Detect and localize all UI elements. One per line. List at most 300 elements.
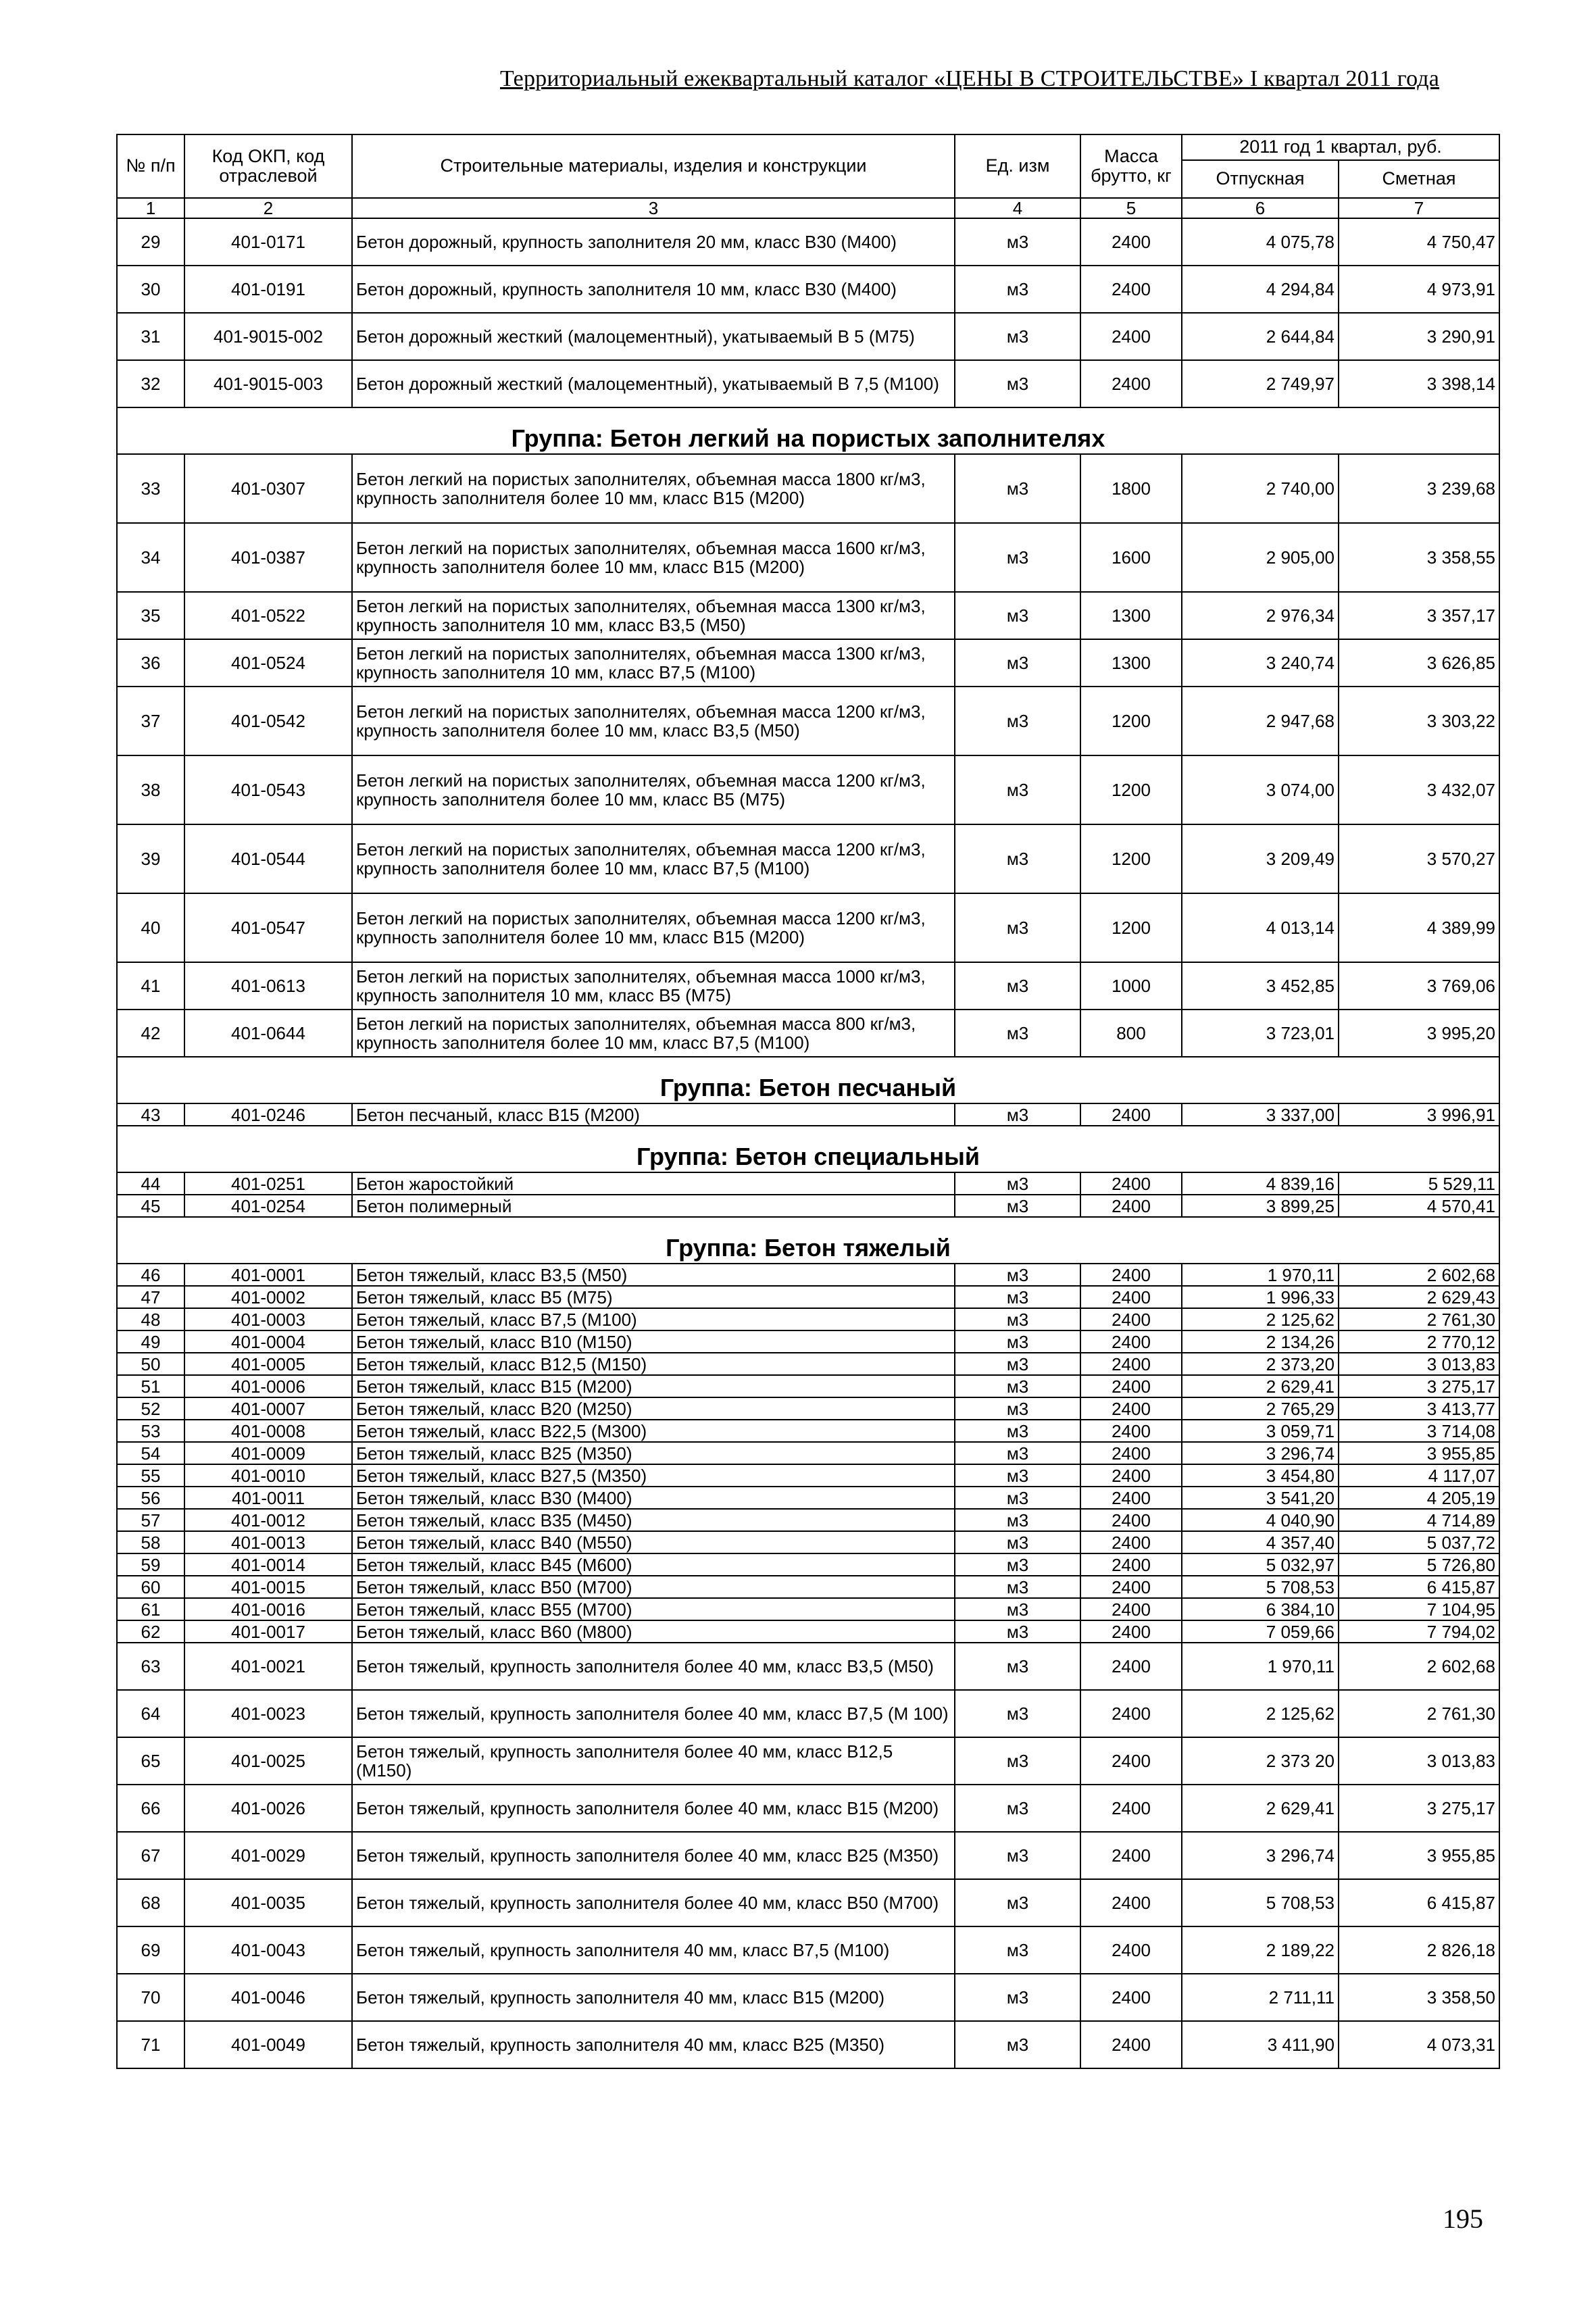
table-row [117,454,1499,523]
table-row [117,1286,1499,1308]
row-number-cell: 32 [117,360,184,407]
group-row [117,1217,1499,1264]
col-header-code: Код ОКП, код отраслевой [184,134,352,198]
row-number-cell: 55 [117,1464,184,1487]
okp-code-cell: 401-0001 [184,1264,352,1286]
mass-cell: 1200 [1080,824,1182,893]
release-price-cell: 3 723,01 [1182,1010,1339,1057]
material-name-cell: Бетон тяжелый, класс В3,5 (М50) [352,1264,955,1286]
okp-code-cell: 401-0007 [184,1397,352,1420]
estimate-price-cell: 7 794,02 [1339,1620,1499,1643]
column-number: 5 [1080,198,1182,218]
row-number-cell: 51 [117,1375,184,1397]
estimate-price-cell: 4 389,99 [1339,893,1499,962]
table-row [117,1643,1499,1690]
estimate-price-cell: 2 761,30 [1339,1690,1499,1737]
table-row [117,2021,1499,2068]
table-row [117,1926,1499,1974]
row-number-cell: 31 [117,313,184,360]
column-number-row [117,198,1499,218]
group-title: Группа: Бетон песчаный [117,1057,1499,1103]
estimate-price-cell: 7 104,95 [1339,1598,1499,1620]
material-name-cell: Бетон дорожный, крупность заполнителя 10 мм, класс В30 (М400) [352,266,955,313]
okp-code-cell: 401-0006 [184,1375,352,1397]
table-row [117,1464,1499,1487]
release-price-cell: 2 629,41 [1182,1785,1339,1832]
table-row [117,1598,1499,1620]
row-number-cell: 38 [117,755,184,824]
material-name-cell: Бетон жаростойкий [352,1172,955,1195]
row-number-cell: 44 [117,1172,184,1195]
okp-code-cell: 401-0644 [184,1010,352,1057]
material-name-cell: Бетон легкий на пористых заполнителях, объемная масса 800 кг/м3, крупность заполнителя более 10 мм, класс В7,5 (М100) [352,1010,955,1057]
release-price-cell: 3 296,74 [1182,1442,1339,1464]
row-number-cell: 62 [117,1620,184,1643]
row-number-cell: 65 [117,1737,184,1785]
page-number: 195 [1443,2204,1483,2234]
unit-cell: м3 [955,1487,1080,1509]
row-number-cell: 69 [117,1926,184,1974]
col-header-name: Строительные материалы, изделия и конструкции [352,134,955,198]
estimate-price-cell: 4 750,47 [1339,218,1499,266]
okp-code-cell: 401-0046 [184,1974,352,2021]
okp-code-cell: 401-0542 [184,687,352,755]
estimate-price-cell: 5 726,80 [1339,1553,1499,1576]
release-price-cell: 2 373,20 [1182,1353,1339,1375]
okp-code-cell: 401-0014 [184,1553,352,1576]
mass-cell: 2400 [1080,1464,1182,1487]
row-number-cell: 60 [117,1576,184,1598]
release-price-cell: 2 644,84 [1182,313,1339,360]
estimate-price-cell: 3 955,85 [1339,1442,1499,1464]
mass-cell: 2400 [1080,1620,1182,1643]
release-price-cell: 2 711,11 [1182,1974,1339,2021]
mass-cell: 2400 [1080,1832,1182,1879]
mass-cell: 2400 [1080,266,1182,313]
mass-cell: 2400 [1080,1375,1182,1397]
estimate-price-cell: 3 398,14 [1339,360,1499,407]
mass-cell: 2400 [1080,1509,1182,1531]
unit-cell: м3 [955,218,1080,266]
estimate-price-cell: 5 529,11 [1339,1172,1499,1195]
mass-cell: 2400 [1080,1442,1182,1464]
table-row [117,1420,1499,1442]
mass-cell: 2400 [1080,1576,1182,1598]
okp-code-cell: 401-0011 [184,1487,352,1509]
estimate-price-cell: 3 239,68 [1339,454,1499,523]
unit-cell: м3 [955,1420,1080,1442]
row-number-cell: 71 [117,2021,184,2068]
estimate-price-cell: 3 358,55 [1339,523,1499,592]
table-row [117,1509,1499,1531]
page-header: Территориальный ежеквартальный каталог «ЦЕНЫ В СТРОИТЕЛЬСТВЕ» I квартал 2011 года [500,66,1440,91]
mass-cell: 2400 [1080,1397,1182,1420]
release-price-cell: 4 075,78 [1182,218,1339,266]
okp-code-cell: 401-0171 [184,218,352,266]
row-number-cell: 37 [117,687,184,755]
row-number-cell: 40 [117,893,184,962]
okp-code-cell: 401-0307 [184,454,352,523]
release-price-cell: 3 411,90 [1182,2021,1339,2068]
table-row [117,592,1499,639]
material-name-cell: Бетон тяжелый, класс В27,5 (М350) [352,1464,955,1487]
mass-cell: 1200 [1080,893,1182,962]
estimate-price-cell: 6 415,87 [1339,1576,1499,1598]
okp-code-cell: 401-0043 [184,1926,352,1974]
price-catalog-table [116,134,1500,2069]
material-name-cell: Бетон тяжелый, класс В50 (М700) [352,1576,955,1598]
table-row [117,893,1499,962]
estimate-price-cell: 2 761,30 [1339,1308,1499,1330]
material-name-cell: Бетон легкий на пористых заполнителях, объемная масса 1300 кг/м3, крупность заполнителя 10 мм, класс В7,5 (М100) [352,639,955,687]
col-header-unit: Ед. изм [955,134,1080,198]
mass-cell: 2400 [1080,1926,1182,1974]
okp-code-cell: 401-0003 [184,1308,352,1330]
material-name-cell: Бетон дорожный жесткий (малоцементный), укатываемый В 5 (М75) [352,313,955,360]
estimate-price-cell: 4 205,19 [1339,1487,1499,1509]
unit-cell: м3 [955,1553,1080,1576]
mass-cell: 2400 [1080,1172,1182,1195]
release-price-cell: 5 032,97 [1182,1553,1339,1576]
material-name-cell: Бетон тяжелый, класс В45 (М600) [352,1553,955,1576]
material-name-cell: Бетон дорожный, крупность заполнителя 20 мм, класс В30 (М400) [352,218,955,266]
release-price-cell: 3 899,25 [1182,1195,1339,1217]
table-row [117,1487,1499,1509]
row-number-cell: 39 [117,824,184,893]
material-name-cell: Бетон тяжелый, класс В40 (М550) [352,1531,955,1553]
table-row [117,1553,1499,1576]
okp-code-cell: 401-9015-003 [184,360,352,407]
row-number-cell: 68 [117,1879,184,1926]
okp-code-cell: 401-0009 [184,1442,352,1464]
estimate-price-cell: 3 432,07 [1339,755,1499,824]
unit-cell: м3 [955,2021,1080,2068]
okp-code-cell: 401-0010 [184,1464,352,1487]
table-row [117,1531,1499,1553]
material-name-cell: Бетон дорожный жесткий (малоцементный), укатываемый В 7,5 (М100) [352,360,955,407]
estimate-price-cell: 2 602,68 [1339,1643,1499,1690]
table-row [117,1010,1499,1057]
mass-cell: 2400 [1080,1308,1182,1330]
table-row [117,1397,1499,1420]
release-price-cell: 4 294,84 [1182,266,1339,313]
unit-cell: м3 [955,1397,1080,1420]
estimate-price-cell: 3 570,27 [1339,824,1499,893]
table-row [117,1737,1499,1785]
unit-cell: м3 [955,1690,1080,1737]
release-price-cell: 3 209,49 [1182,824,1339,893]
row-number-cell: 41 [117,962,184,1010]
material-name-cell: Бетон легкий на пористых заполнителях, объемная масса 1000 кг/м3, крупность заполнителя 10 мм, класс В5 (М75) [352,962,955,1010]
release-price-cell: 3 240,74 [1182,639,1339,687]
estimate-price-cell: 3 995,20 [1339,1010,1499,1057]
mass-cell: 1800 [1080,454,1182,523]
mass-cell: 2400 [1080,1785,1182,1832]
material-name-cell: Бетон легкий на пористых заполнителях, объемная масса 1200 кг/м3, крупность заполнителя более 10 мм, класс В3,5 (М50) [352,687,955,755]
release-price-cell: 1 970,11 [1182,1264,1339,1286]
material-name-cell: Бетон тяжелый, крупность заполнителя более 40 мм, класс В3,5 (М50) [352,1643,955,1690]
material-name-cell: Бетон тяжелый, крупность заполнителя более 40 мм, класс В12,5 (М150) [352,1737,955,1785]
row-number-cell: 50 [117,1353,184,1375]
okp-code-cell: 401-0544 [184,824,352,893]
okp-code-cell: 401-0543 [184,755,352,824]
group-title: Группа: Бетон легкий на пористых заполнителях [117,407,1499,454]
table-row [117,687,1499,755]
estimate-price-cell: 3 357,17 [1339,592,1499,639]
row-number-cell: 29 [117,218,184,266]
unit-cell: м3 [955,1620,1080,1643]
unit-cell: м3 [955,1172,1080,1195]
okp-code-cell: 401-0026 [184,1785,352,1832]
mass-cell: 2400 [1080,1974,1182,2021]
unit-cell: м3 [955,1832,1080,1879]
row-number-cell: 34 [117,523,184,592]
column-number: 7 [1339,198,1499,218]
estimate-price-cell: 3 996,91 [1339,1103,1499,1126]
release-price-cell: 3 452,85 [1182,962,1339,1010]
material-name-cell: Бетон легкий на пористых заполнителях, объемная масса 1600 кг/м3, крупность заполнителя более 10 мм, класс В15 (М200) [352,523,955,592]
mass-cell: 2400 [1080,1195,1182,1217]
table-row [117,1974,1499,2021]
row-number-cell: 30 [117,266,184,313]
table-row [117,1330,1499,1353]
material-name-cell: Бетон тяжелый, класс В7,5 (М100) [352,1308,955,1330]
unit-cell: м3 [955,1576,1080,1598]
estimate-price-cell: 3 358,50 [1339,1974,1499,2021]
table-row [117,1172,1499,1195]
table-row [117,1785,1499,1832]
release-price-cell: 2 749,97 [1182,360,1339,407]
unit-cell: м3 [955,755,1080,824]
material-name-cell: Бетон песчаный, класс В15 (М200) [352,1103,955,1126]
row-number-cell: 42 [117,1010,184,1057]
material-name-cell: Бетон тяжелый, крупность заполнителя более 40 мм, класс В15 (М200) [352,1785,955,1832]
estimate-price-cell: 4 117,07 [1339,1464,1499,1487]
estimate-price-cell: 3 013,83 [1339,1353,1499,1375]
unit-cell: м3 [955,893,1080,962]
okp-code-cell: 401-0017 [184,1620,352,1643]
mass-cell: 2400 [1080,1353,1182,1375]
row-number-cell: 57 [117,1509,184,1531]
col-header-estimate-price: Сметная [1339,160,1499,198]
row-number-cell: 36 [117,639,184,687]
unit-cell: м3 [955,1353,1080,1375]
table-row [117,1690,1499,1737]
row-number-cell: 63 [117,1643,184,1690]
estimate-price-cell: 4 570,41 [1339,1195,1499,1217]
mass-cell: 2400 [1080,1531,1182,1553]
material-name-cell: Бетон легкий на пористых заполнителях, объемная масса 1200 кг/м3, крупность заполнителя более 10 мм, класс В5 (М75) [352,755,955,824]
unit-cell: м3 [955,1879,1080,1926]
okp-code-cell: 401-0387 [184,523,352,592]
estimate-price-cell: 3 769,06 [1339,962,1499,1010]
group-title: Группа: Бетон тяжелый [117,1217,1499,1264]
group-row [117,1126,1499,1172]
estimate-price-cell: 3 955,85 [1339,1832,1499,1879]
row-number-cell: 67 [117,1832,184,1879]
estimate-price-cell: 2 770,12 [1339,1330,1499,1353]
table-row [117,218,1499,266]
column-number: 3 [352,198,955,218]
release-price-cell: 3 337,00 [1182,1103,1339,1126]
col-header-num: № п/п [117,134,184,198]
material-name-cell: Бетон тяжелый, класс В5 (М75) [352,1286,955,1308]
release-price-cell: 2 905,00 [1182,523,1339,592]
estimate-price-cell: 5 037,72 [1339,1531,1499,1553]
estimate-price-cell: 6 415,87 [1339,1879,1499,1926]
unit-cell: м3 [955,1308,1080,1330]
okp-code-cell: 401-0008 [184,1420,352,1442]
table-row [117,523,1499,592]
unit-cell: м3 [955,523,1080,592]
material-name-cell: Бетон тяжелый, класс В22,5 (М300) [352,1420,955,1442]
group-row [117,1057,1499,1103]
release-price-cell: 5 708,53 [1182,1576,1339,1598]
mass-cell: 1600 [1080,523,1182,592]
okp-code-cell: 401-0246 [184,1103,352,1126]
release-price-cell: 3 074,00 [1182,755,1339,824]
table-row [117,755,1499,824]
release-price-cell: 1 996,33 [1182,1286,1339,1308]
material-name-cell: Бетон полимерный [352,1195,955,1217]
unit-cell: м3 [955,1531,1080,1553]
material-name-cell: Бетон тяжелый, класс В30 (М400) [352,1487,955,1509]
material-name-cell: Бетон тяжелый, крупность заполнителя 40 мм, класс В25 (М350) [352,2021,955,2068]
okp-code-cell: 401-0524 [184,639,352,687]
unit-cell: м3 [955,1785,1080,1832]
mass-cell: 2400 [1080,1420,1182,1442]
okp-code-cell: 401-0002 [184,1286,352,1308]
mass-cell: 2400 [1080,1737,1182,1785]
estimate-price-cell: 3 714,08 [1339,1420,1499,1442]
estimate-price-cell: 3 275,17 [1339,1375,1499,1397]
row-number-cell: 49 [117,1330,184,1353]
mass-cell: 2400 [1080,1330,1182,1353]
estimate-price-cell: 4 073,31 [1339,2021,1499,2068]
table-row [117,1264,1499,1286]
table-row [117,313,1499,360]
unit-cell: м3 [955,1464,1080,1487]
material-name-cell: Бетон тяжелый, класс В35 (М450) [352,1509,955,1531]
okp-code-cell: 401-0023 [184,1690,352,1737]
material-name-cell: Бетон легкий на пористых заполнителях, объемная масса 1300 кг/м3, крупность заполнителя 10 мм, класс В3,5 (М50) [352,592,955,639]
mass-cell: 2400 [1080,1264,1182,1286]
mass-cell: 2400 [1080,1103,1182,1126]
table-row [117,1576,1499,1598]
unit-cell: м3 [955,1264,1080,1286]
unit-cell: м3 [955,1737,1080,1785]
unit-cell: м3 [955,1509,1080,1531]
okp-code-cell: 401-0191 [184,266,352,313]
unit-cell: м3 [955,1442,1080,1464]
table-row [117,1832,1499,1879]
row-number-cell: 47 [117,1286,184,1308]
okp-code-cell: 401-0025 [184,1737,352,1785]
unit-cell: м3 [955,266,1080,313]
release-price-cell: 7 059,66 [1182,1620,1339,1643]
table-row [117,1442,1499,1464]
unit-cell: м3 [955,1195,1080,1217]
material-name-cell: Бетон тяжелый, крупность заполнителя 40 мм, класс В7,5 (М100) [352,1926,955,1974]
row-number-cell: 59 [117,1553,184,1576]
estimate-price-cell: 3 303,22 [1339,687,1499,755]
release-price-cell: 3 059,71 [1182,1420,1339,1442]
mass-cell: 2400 [1080,1553,1182,1576]
mass-cell: 2400 [1080,1487,1182,1509]
okp-code-cell: 401-0049 [184,2021,352,2068]
table-row [117,1375,1499,1397]
okp-code-cell: 401-0035 [184,1879,352,1926]
release-price-cell: 4 040,90 [1182,1509,1339,1531]
table-row [117,1195,1499,1217]
material-name-cell: Бетон тяжелый, класс В55 (М700) [352,1598,955,1620]
okp-code-cell: 401-0004 [184,1330,352,1353]
okp-code-cell: 401-0012 [184,1509,352,1531]
material-name-cell: Бетон тяжелый, класс В15 (М200) [352,1375,955,1397]
material-name-cell: Бетон тяжелый, крупность заполнителя более 40 мм, класс В50 (М700) [352,1879,955,1926]
mass-cell: 2400 [1080,218,1182,266]
estimate-price-cell: 3 275,17 [1339,1785,1499,1832]
mass-cell: 1300 [1080,592,1182,639]
row-number-cell: 53 [117,1420,184,1442]
okp-code-cell: 401-0613 [184,962,352,1010]
release-price-cell: 2 765,29 [1182,1397,1339,1420]
table-row [117,1879,1499,1926]
table-row [117,639,1499,687]
okp-code-cell: 401-0021 [184,1643,352,1690]
material-name-cell: Бетон тяжелый, крупность заполнителя 40 мм, класс В15 (М200) [352,1974,955,2021]
table-row [117,824,1499,893]
release-price-cell: 2 740,00 [1182,454,1339,523]
table-row [117,1620,1499,1643]
estimate-price-cell: 2 826,18 [1339,1926,1499,1974]
okp-code-cell: 401-0016 [184,1598,352,1620]
row-number-cell: 33 [117,454,184,523]
release-price-cell: 3 454,80 [1182,1464,1339,1487]
release-price-cell: 4 013,14 [1182,893,1339,962]
column-number: 6 [1182,198,1339,218]
unit-cell: м3 [955,1926,1080,1974]
unit-cell: м3 [955,1974,1080,2021]
okp-code-cell: 401-0029 [184,1832,352,1879]
okp-code-cell: 401-0013 [184,1531,352,1553]
release-price-cell: 4 839,16 [1182,1172,1339,1195]
column-number: 1 [117,198,184,218]
release-price-cell: 2 629,41 [1182,1375,1339,1397]
release-price-cell: 2 134,26 [1182,1330,1339,1353]
estimate-price-cell: 3 626,85 [1339,639,1499,687]
release-price-cell: 3 296,74 [1182,1832,1339,1879]
release-price-cell: 2 125,62 [1182,1690,1339,1737]
mass-cell: 2400 [1080,1879,1182,1926]
unit-cell: м3 [955,962,1080,1010]
mass-cell: 1000 [1080,962,1182,1010]
okp-code-cell: 401-0005 [184,1353,352,1375]
table-row [117,266,1499,313]
unit-cell: м3 [955,1010,1080,1057]
row-number-cell: 70 [117,1974,184,2021]
release-price-cell: 5 708,53 [1182,1879,1339,1926]
estimate-price-cell: 2 629,43 [1339,1286,1499,1308]
estimate-price-cell: 2 602,68 [1339,1264,1499,1286]
material-name-cell: Бетон тяжелый, класс В25 (М350) [352,1442,955,1464]
unit-cell: м3 [955,639,1080,687]
row-number-cell: 64 [117,1690,184,1737]
table-row [117,1308,1499,1330]
row-number-cell: 43 [117,1103,184,1126]
okp-code-cell: 401-0251 [184,1172,352,1195]
col-header-price-group: 2011 год 1 квартал, руб. [1182,134,1499,160]
